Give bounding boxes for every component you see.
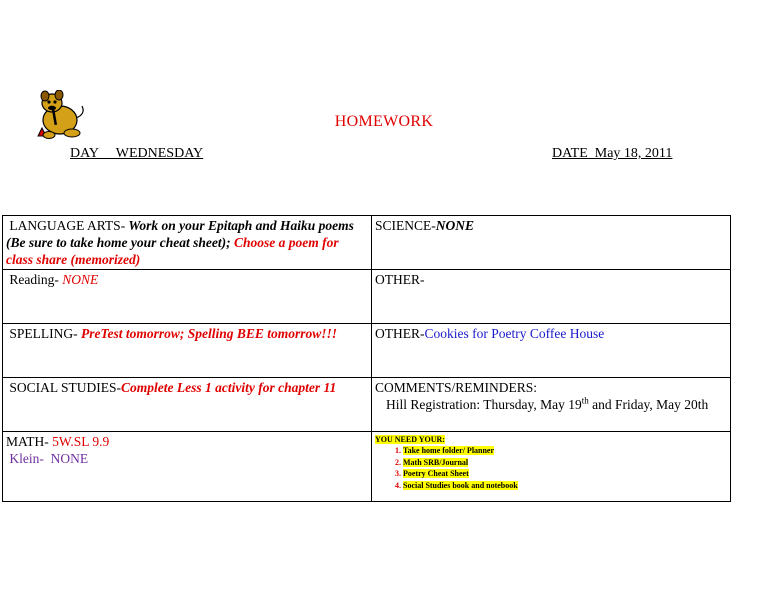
language-arts-choose-text: Choose a poem for class share (memorized) — [6, 235, 339, 267]
other-cookies-cell — [372, 324, 731, 378]
other-label: OTHER- — [375, 272, 425, 287]
spelling-label: SPELLING- — [6, 326, 78, 341]
social-studies-text: Complete Less 1 activity for chapter 11 — [121, 380, 337, 395]
you-need-heading: YOU NEED YOUR: — [375, 435, 445, 444]
list-item — [403, 468, 727, 480]
table-row — [3, 324, 731, 378]
other-cookies-text: Cookies for Poetry Coffee House — [424, 326, 605, 341]
science-label: SCIENCE- — [375, 218, 436, 233]
table-row — [3, 216, 731, 270]
spelling-text: PreTest tomorrow; Spelling BEE tomorrow!!! — [77, 326, 338, 341]
math-cell — [3, 432, 372, 502]
day-line: DAY WEDNESDAY — [70, 146, 204, 161]
klein-text: NONE — [43, 451, 89, 466]
you-need-list — [375, 445, 727, 491]
list-item-text: Math SRB/Journal — [403, 457, 469, 467]
math-label: MATH- — [6, 434, 49, 449]
page-title: HOMEWORK — [334, 113, 434, 130]
comments-text-b: and Friday, May 20th — [588, 397, 709, 412]
table-row — [3, 432, 731, 502]
math-text: 5W.SL 9.9 — [48, 434, 110, 449]
comments-text — [375, 396, 727, 413]
you-need-cell — [372, 432, 731, 502]
language-arts-cell — [3, 216, 372, 270]
other-cell — [372, 270, 731, 324]
table-row — [3, 378, 731, 432]
comments-cell — [372, 378, 731, 432]
list-item — [403, 480, 727, 492]
social-studies-label: SOCIAL STUDIES- — [6, 380, 122, 395]
list-item — [403, 457, 727, 469]
list-item — [403, 445, 727, 457]
homework-table — [2, 215, 731, 502]
klein-label: Klein- — [6, 451, 44, 466]
social-studies-cell — [3, 378, 372, 432]
other-label: OTHER- — [375, 326, 425, 341]
date-line: DATE May 18, 2011 — [552, 146, 673, 161]
reading-cell — [3, 270, 372, 324]
spelling-cell — [3, 324, 372, 378]
comments-sup: th — [581, 395, 589, 406]
reading-label: Reading- — [6, 272, 59, 287]
list-item-text: Social Studies book and notebook — [403, 480, 518, 490]
science-cell — [372, 216, 731, 270]
reading-text: NONE — [58, 272, 99, 287]
comments-label: COMMENTS/REMINDERS: — [375, 380, 538, 395]
list-item-text: Take home folder/ Planner — [403, 446, 495, 455]
comments-text-a: Hill Registration: Thursday, May 19 — [386, 397, 582, 412]
language-arts-label: LANGUAGE ARTS- — [6, 218, 126, 233]
table-row — [3, 270, 731, 324]
science-text: NONE — [435, 218, 475, 233]
language-arts-text: Work on your Epitaph and Haiku poems (Be sure to take home your cheat sheet); — [6, 218, 354, 250]
list-item-text: Poetry Cheat Sheet — [403, 469, 469, 478]
